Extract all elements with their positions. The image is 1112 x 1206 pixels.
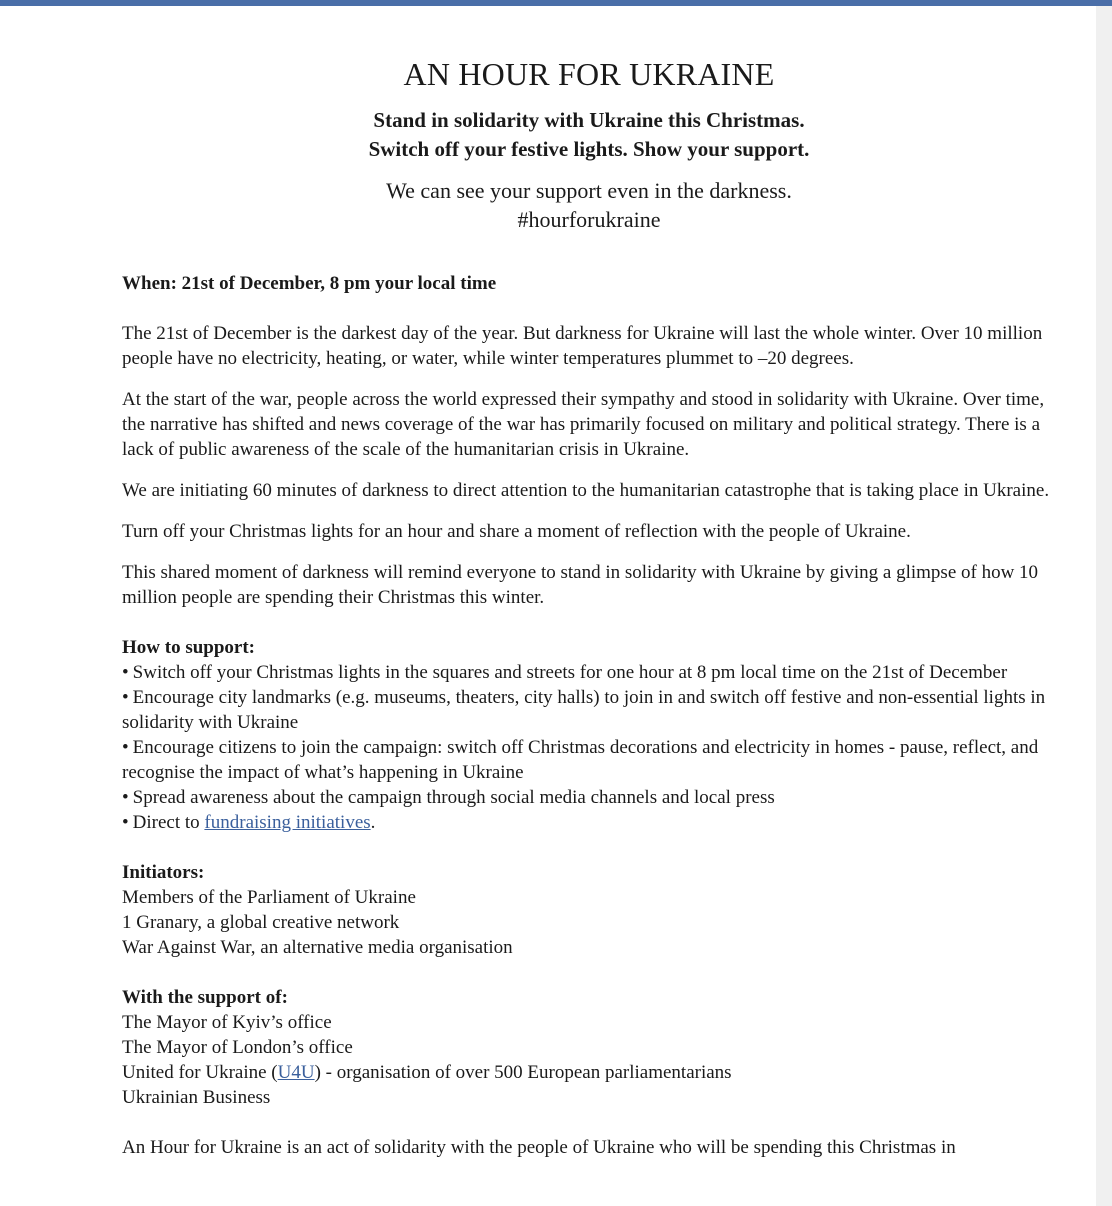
subtitle bbox=[122, 106, 1056, 164]
document-page bbox=[0, 6, 1096, 1206]
subtitle-line: Switch off your festive lights. Show your support. bbox=[368, 137, 810, 161]
subtitle-line: Stand in solidarity with Ukraine this Christmas. bbox=[373, 108, 805, 132]
bullet-icon: • bbox=[122, 737, 129, 758]
list-item-text: Direct to bbox=[132, 812, 205, 833]
supporter-text: ) - organisation of over 500 European parliamentarians bbox=[314, 1062, 732, 1083]
section-heading: Initiators: bbox=[122, 862, 205, 883]
initiator-line: 1 Granary, a global creative network bbox=[122, 912, 400, 933]
bullet-icon: • bbox=[122, 812, 129, 833]
initiators-section bbox=[122, 860, 1056, 960]
tagline-line: We can see your support even in the darkness. bbox=[386, 178, 792, 203]
bullet-icon: • bbox=[122, 687, 129, 708]
list-item-text: Encourage city landmarks (e.g. museums, theaters, city halls) to join in and switch off festive and non-essential lights in solidarity with Ukraine bbox=[122, 687, 1046, 733]
bullet-icon: • bbox=[122, 787, 129, 808]
supporters-section bbox=[122, 985, 1056, 1110]
document-title: AN HOUR FOR UKRAINE bbox=[403, 56, 775, 92]
supporter-line: The Mayor of Kyiv’s office bbox=[122, 1012, 332, 1033]
u4u-link[interactable]: U4U bbox=[277, 1062, 315, 1083]
list-item bbox=[122, 660, 1056, 685]
body-paragraph: This shared moment of darkness will remind everyone to stand in solidarity with Ukraine by giving a glimpse of how 10 million people are spending their Christmas this winter. bbox=[122, 562, 1039, 608]
supporter-line: The Mayor of London’s office bbox=[122, 1037, 353, 1058]
list-item-text: Encourage citizens to join the campaign: switch off Christmas decorations and electricity in homes - pause, reflect, and recognise the impact of what’s happening in Ukraine bbox=[122, 737, 1039, 783]
supporter-text: United for Ukraine ( bbox=[122, 1062, 278, 1083]
list-item bbox=[122, 735, 1056, 785]
section-heading: How to support: bbox=[122, 637, 256, 658]
list-item bbox=[122, 810, 1056, 835]
how-to-support-section bbox=[122, 635, 1056, 835]
list-item bbox=[122, 785, 1056, 810]
initiator-line: War Against War, an alternative media organisation bbox=[122, 937, 513, 958]
support-list bbox=[122, 660, 1056, 835]
body-paragraph: Turn off your Christmas lights for an hour and share a moment of reflection with the people of Ukraine. bbox=[122, 521, 911, 542]
hashtag: #hourforukraine bbox=[517, 207, 661, 232]
body-paragraph: We are initiating 60 minutes of darkness to direct attention to the humanitarian catastrophe that is taking place in Ukraine. bbox=[122, 480, 1050, 501]
body-paragraph: At the start of the war, people across the world expressed their sympathy and stood in solidarity with Ukraine. Over time, the narrative has shifted and news coverage of the war has primarily focused on military and political strategy. There is a lack of public awareness of the scale of the humanitarian crisis in Ukraine. bbox=[122, 389, 1045, 460]
closing-paragraph-partial: An Hour for Ukraine is an act of solidarity with the people of Ukraine who will be spending this Christmas in bbox=[122, 1137, 956, 1158]
bullet-icon: • bbox=[122, 662, 129, 683]
tagline bbox=[122, 176, 1056, 234]
body-paragraph: The 21st of December is the darkest day of the year. But darkness for Ukraine will last the whole winter. Over 10 million people have no electricity, heating, or water, while winter temperatures plummet to –20 degrees. bbox=[122, 323, 1043, 369]
section-heading: With the support of: bbox=[122, 987, 288, 1008]
list-item bbox=[122, 685, 1056, 735]
scrollbar[interactable] bbox=[1096, 6, 1112, 1206]
supporter-line bbox=[122, 1060, 1056, 1085]
list-item-text: Switch off your Christmas lights in the squares and streets for one hour at 8 pm local time on the 21st of December bbox=[132, 662, 1008, 683]
initiator-line: Members of the Parliament of Ukraine bbox=[122, 887, 416, 908]
list-item-text: . bbox=[370, 812, 376, 833]
fundraising-initiatives-link[interactable]: fundraising initiatives bbox=[204, 812, 371, 833]
list-item-text: Spread awareness about the campaign through social media channels and local press bbox=[132, 787, 775, 808]
event-when: When: 21st of December, 8 pm your local time bbox=[122, 273, 497, 294]
document-body bbox=[122, 54, 1056, 1160]
supporter-line: Ukrainian Business bbox=[122, 1087, 271, 1108]
